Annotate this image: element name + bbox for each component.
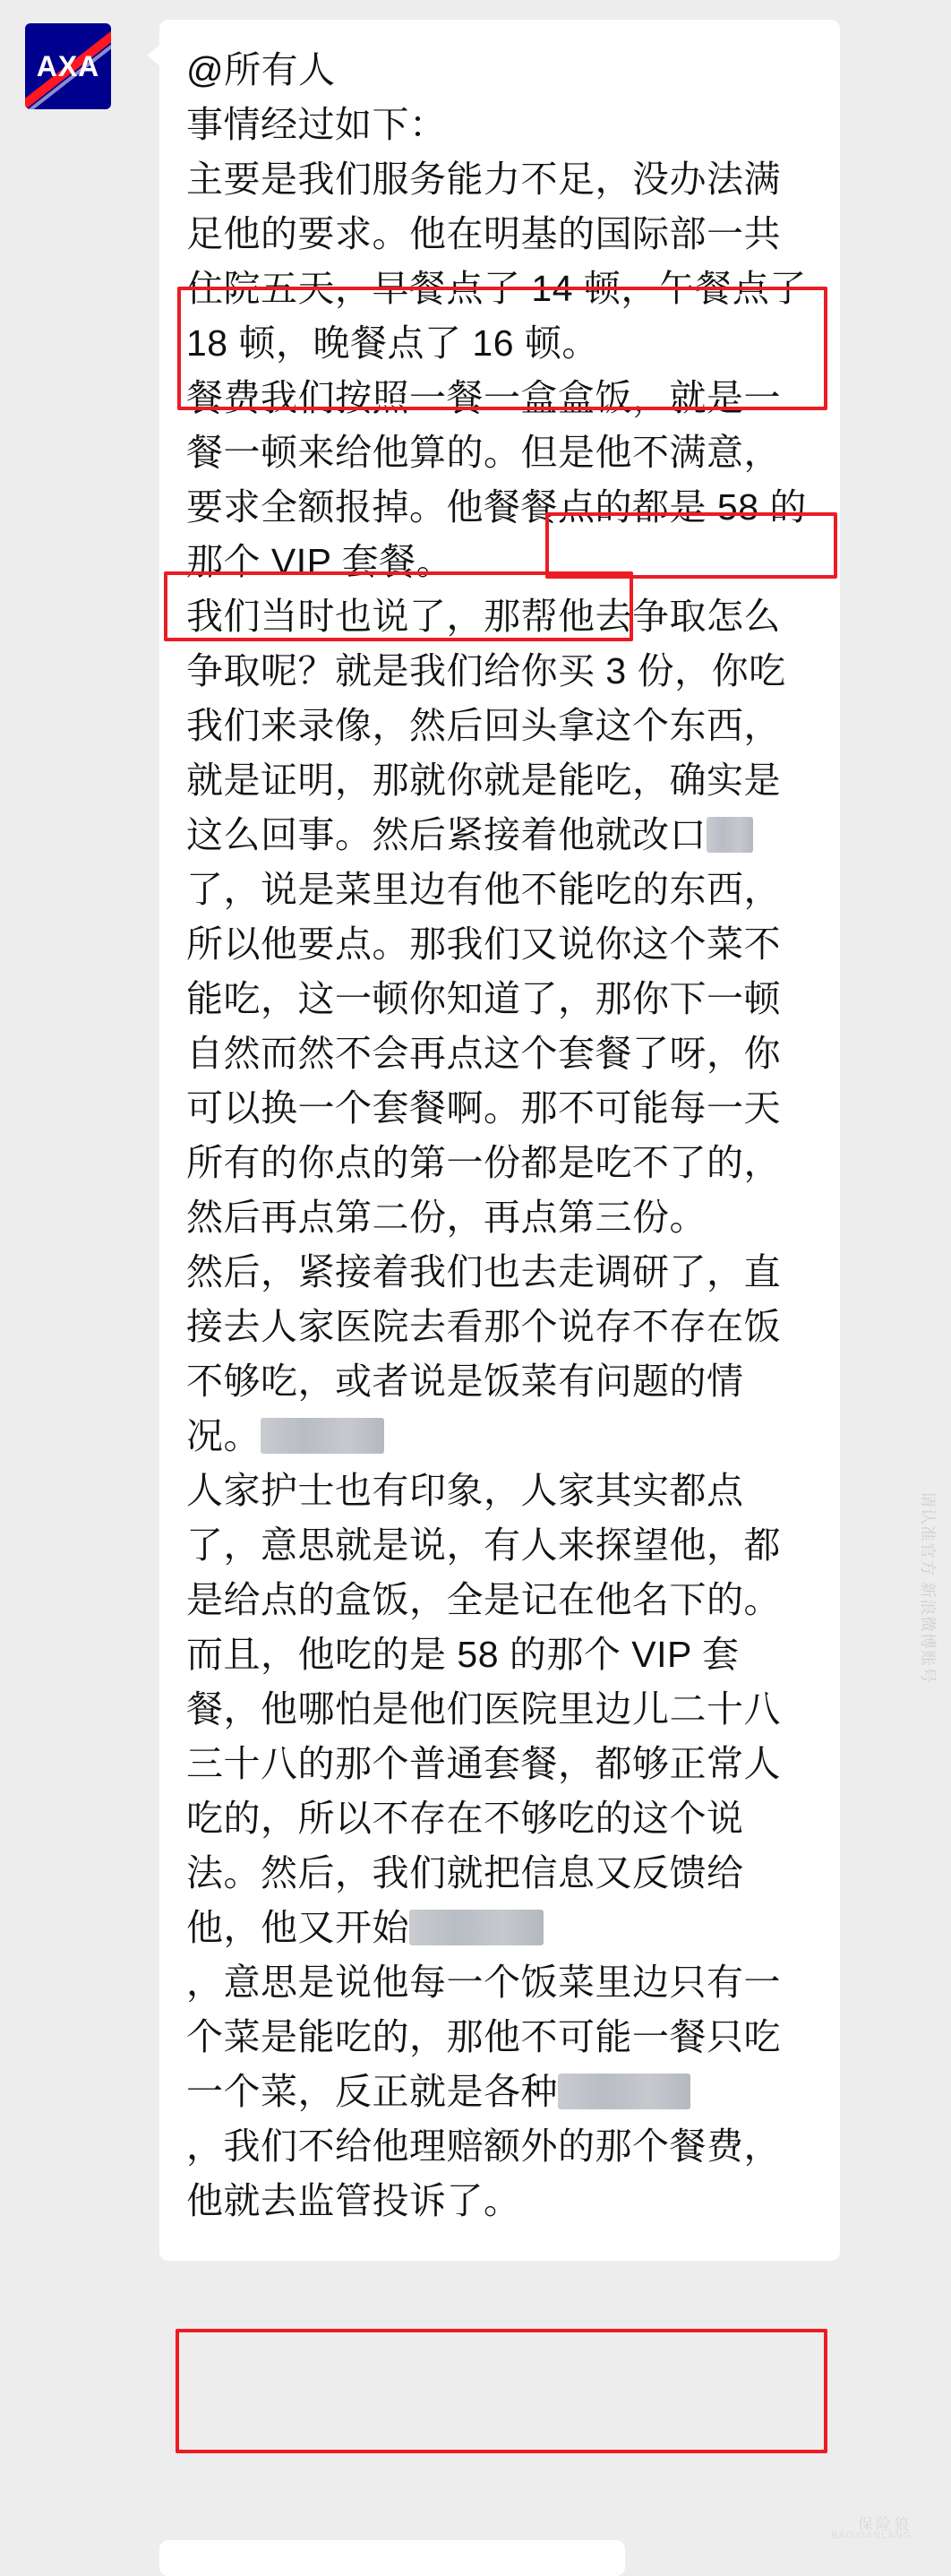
paragraph-8 — [186, 1627, 813, 1955]
message-body — [186, 43, 813, 2228]
highlight-box-complaint — [176, 2329, 827, 2453]
paragraph-6 — [186, 1245, 813, 1464]
paragraph-3: 餐费我们按照一餐一盒盒饭，就是一餐一顿来给他算的。但是他不满意，要求全额报掉。他餐餐点的都是 58 的那个 VIP 套餐。 — [186, 377, 807, 582]
paragraph-1: 事情经过如下： — [186, 104, 447, 145]
message-bubble[interactable] — [159, 20, 840, 2261]
next-message-bubble[interactable] — [159, 2540, 625, 2576]
paragraph-7: 人家护士也有印象，人家其实都点了，意思就是说，有人来探望他，都是给点的盒饭，全是记在他名下的。 — [186, 1470, 781, 1620]
redaction-4 — [558, 2074, 690, 2109]
paragraph-10: ，我们不给他理赔额外的那个餐费，他就去监管投诉了。 — [186, 2125, 781, 2221]
paragraph-4-text: 我们当时也说了，那帮他去争取怎么争取呢？就是我们给你买 3 份，你吃我们来录像，然后回头拿这个东西，就是证明，那就你就是能吃，确实是这么回事。然后紧接着他就改口 — [186, 596, 786, 855]
paragraph-6-text: 然后，紧接着我们也去走调研了，直接去人家医院去看那个说存不存在饭不够吃，或者说是饭菜有问题的情况。 — [186, 1251, 781, 1456]
watermark-logo — [831, 2512, 912, 2547]
redaction-3 — [409, 1910, 544, 1945]
paragraph-5: 了，说是菜里边有他不能吃的东西，所以他要点。那我们又说你这个菜不能吃，这一顿你知道了，那你下一顿自然而然不会再点这个套餐了呀，你可以换一个套餐啊。那不可能每一天所有的你点的第一份都是吃不了的，然后再点第二份，再点第三份。 — [186, 869, 781, 1238]
paragraph-8-text: 而且，他吃的是 58 的那个 VIP 套餐，他哪怕是他们医院里边儿二十八三十八的那个普通套餐，都够正常人吃的，所以不存在不够吃的这个说法。然后，我们就把信息又反馈给他，他又开始 — [186, 1634, 781, 1948]
side-watermark: 请认准官方 新浪微博账号 — [919, 1491, 937, 1684]
paragraph-9-text: ，意思是说他每一个饭菜里边只有一个菜是能吃的，那他不可能一餐只吃一个菜，反正就是各种 — [186, 1962, 781, 2112]
watermark-logo-cn: 保险狼 — [858, 2516, 912, 2533]
mention-all[interactable]: @所有人 — [186, 49, 336, 90]
avatar-brand-text: AXA — [36, 50, 100, 82]
paragraph-4 — [186, 589, 813, 863]
paragraph-9 — [186, 1955, 813, 2119]
watermark-logo-en: BAOXIANLANG — [831, 2530, 912, 2541]
avatar[interactable] — [25, 23, 111, 109]
paragraph-2: 主要是我们服务能力不足，没办法满足他的要求。他在明基的国际部一共住院五天，早餐点了 14 顿，午餐点了 18 顿，晚餐点了 16 顿。 — [186, 159, 807, 364]
redaction-2 — [261, 1418, 384, 1454]
redaction-1 — [707, 817, 753, 853]
